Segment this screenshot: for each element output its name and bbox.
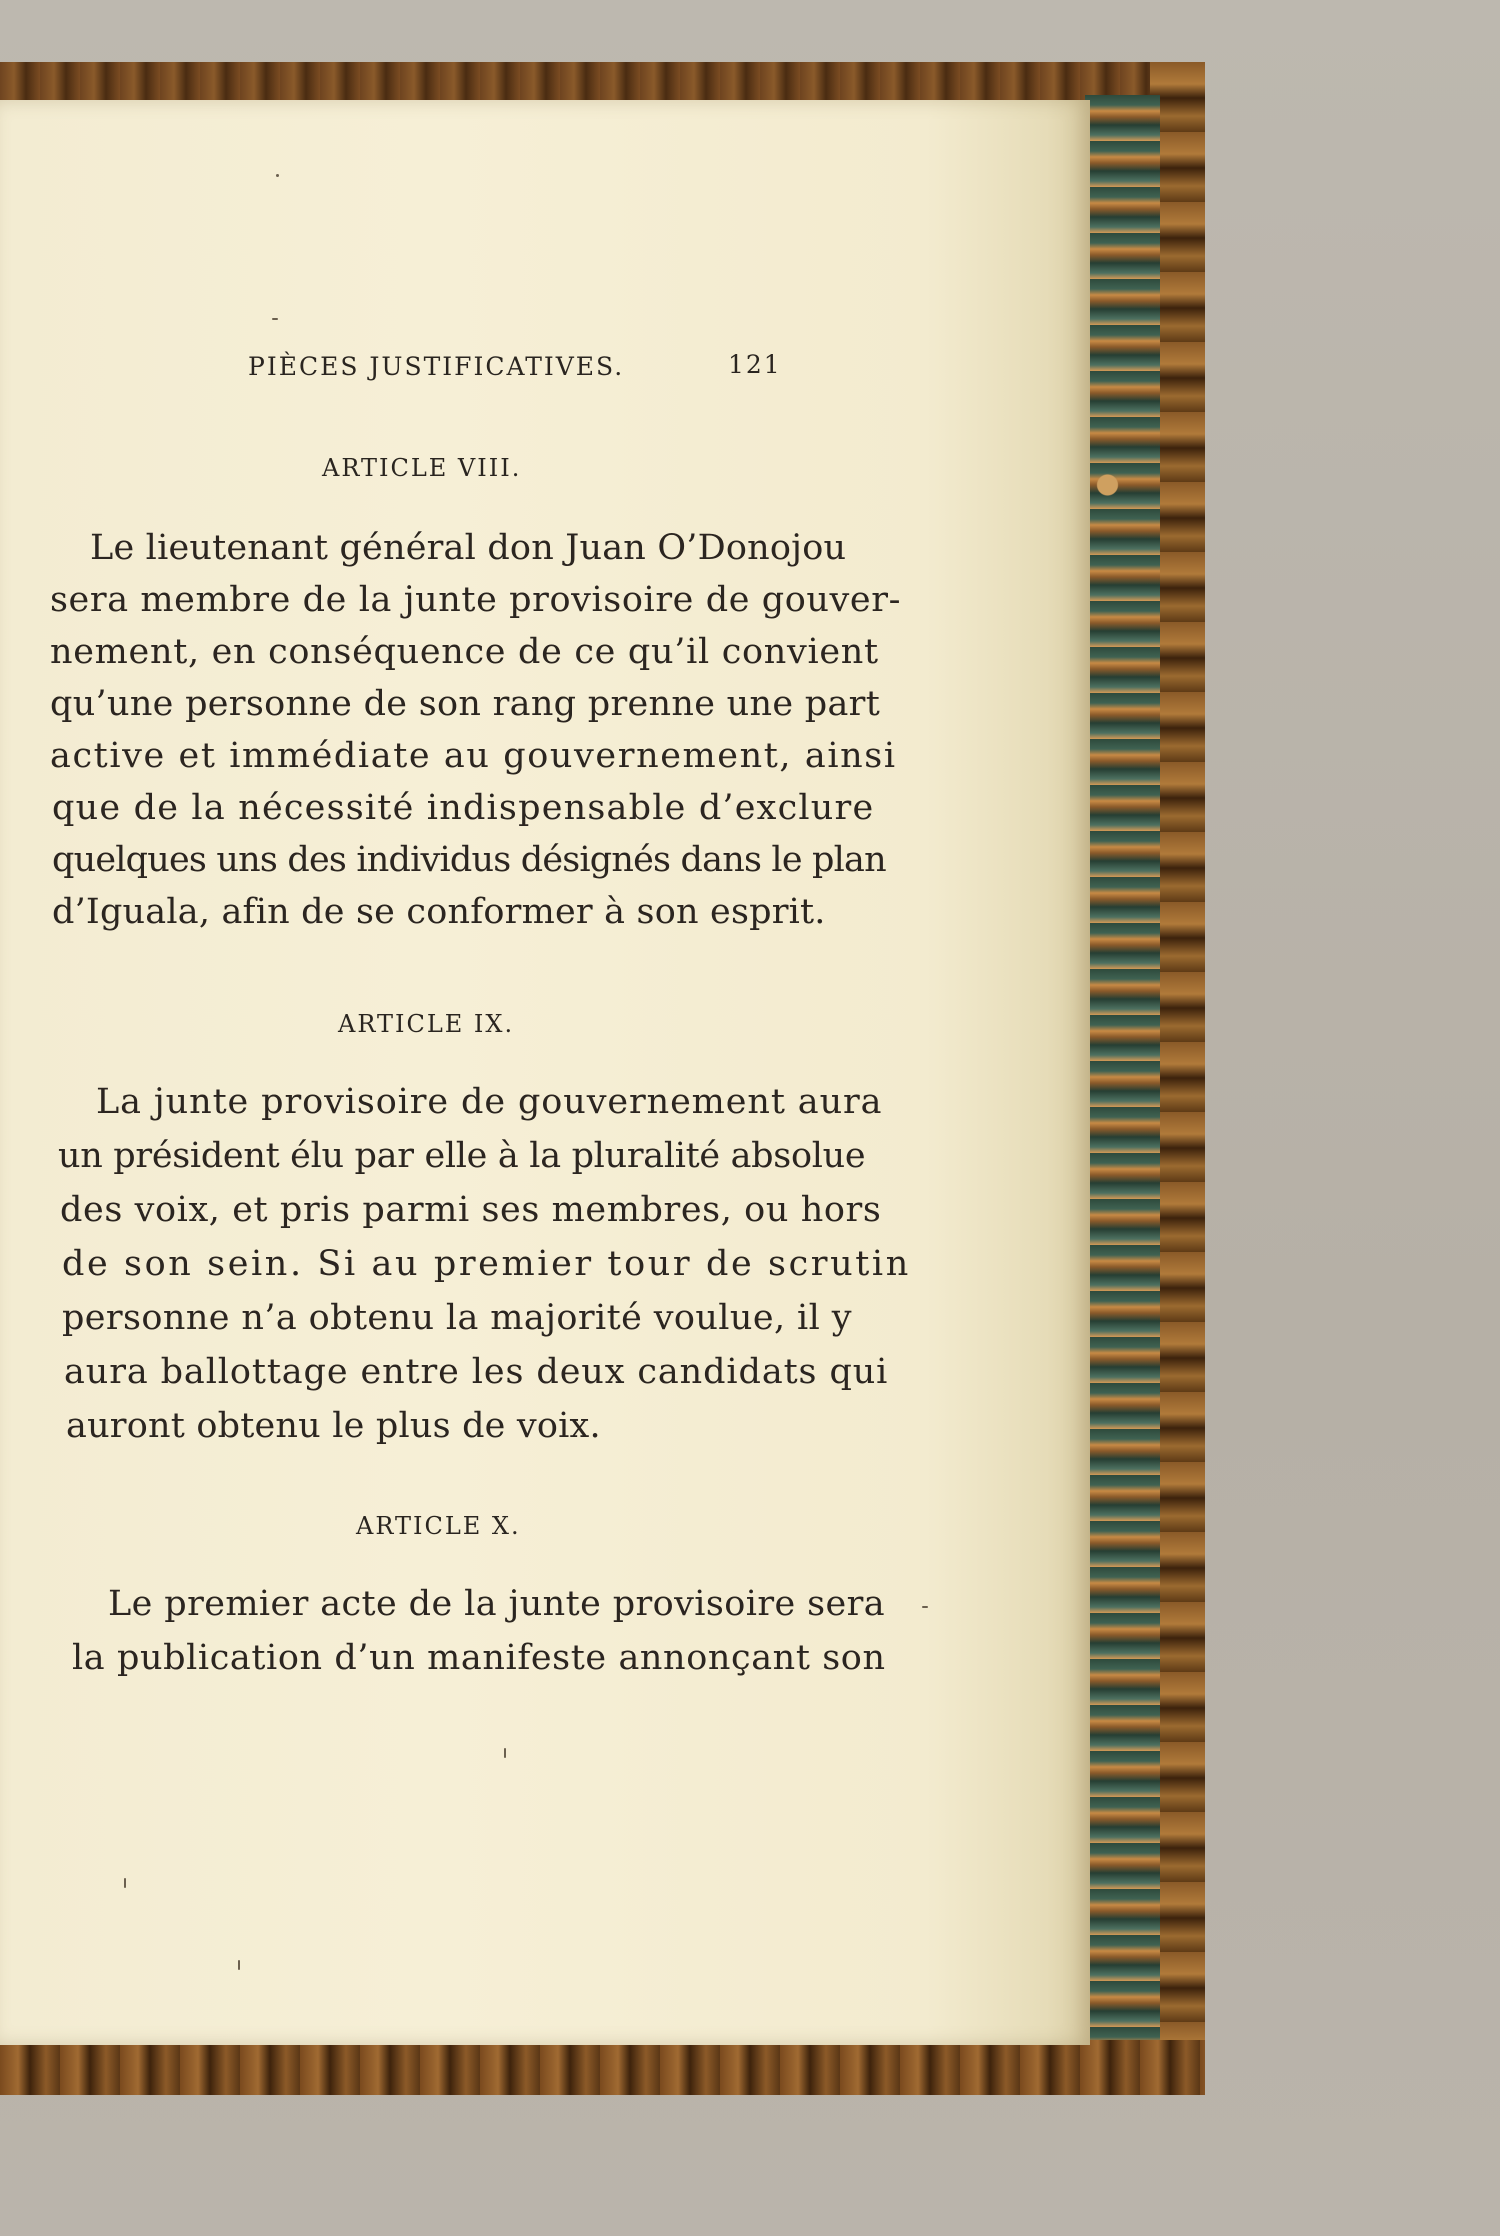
text-line: sera membre de la junte provisoire de gouver- (50, 580, 902, 620)
page-number: 121 (728, 350, 782, 379)
text-line: Le lieutenant général don Juan O’Donojou (90, 528, 847, 568)
paper-speck (276, 174, 279, 177)
marbled-endpaper (1085, 95, 1160, 2045)
paper-speck (124, 1878, 126, 1888)
paper-speck (238, 1960, 240, 1970)
paper-speck (272, 318, 278, 320)
text-line: la publication d’un manifeste annonçant son (72, 1638, 886, 1678)
cover-bottom-edge (0, 2040, 1205, 2095)
text-line: nement, en conséquence de ce qu’il convient (50, 632, 879, 672)
text-line: qu’une personne de son rang prenne une part (50, 684, 881, 724)
text-line: quelques uns des individus désignés dans le plan (52, 840, 886, 880)
paper-speck (922, 1606, 928, 1608)
running-head: PIÈCES JUSTIFICATIVES. (248, 352, 625, 381)
text-line: d’Iguala, afin de se conformer à son esprit. (52, 892, 826, 932)
paper-speck (504, 1748, 506, 1758)
text-line: active et immédiate au gouvernement, ainsi (50, 736, 897, 776)
text-line: personne n’a obtenu la majorité voulue, il y (62, 1298, 852, 1338)
text-line: Le premier acte de la junte provisoire sera (108, 1584, 885, 1624)
text-line: La junte provisoire de gouvernement aura (96, 1082, 883, 1122)
text-line: auront obtenu le plus de voix. (66, 1406, 601, 1446)
article-heading: ARTICLE VIII. (322, 454, 522, 482)
text-line: aura ballottage entre les deux candidats qui (64, 1352, 889, 1392)
text-line: que de la nécessité indispensable d’exclure (52, 788, 875, 828)
text-line: des voix, et pris parmi ses membres, ou hors (60, 1190, 882, 1230)
article-heading: ARTICLE X. (356, 1512, 521, 1540)
cover-top-edge (0, 62, 1185, 102)
text-line: de son sein. Si au premier tour de scrutin (62, 1244, 911, 1284)
text-line: un président élu par elle à la pluralité absolue (58, 1136, 866, 1176)
book-page (0, 100, 1090, 2045)
article-heading: ARTICLE IX. (338, 1010, 515, 1038)
